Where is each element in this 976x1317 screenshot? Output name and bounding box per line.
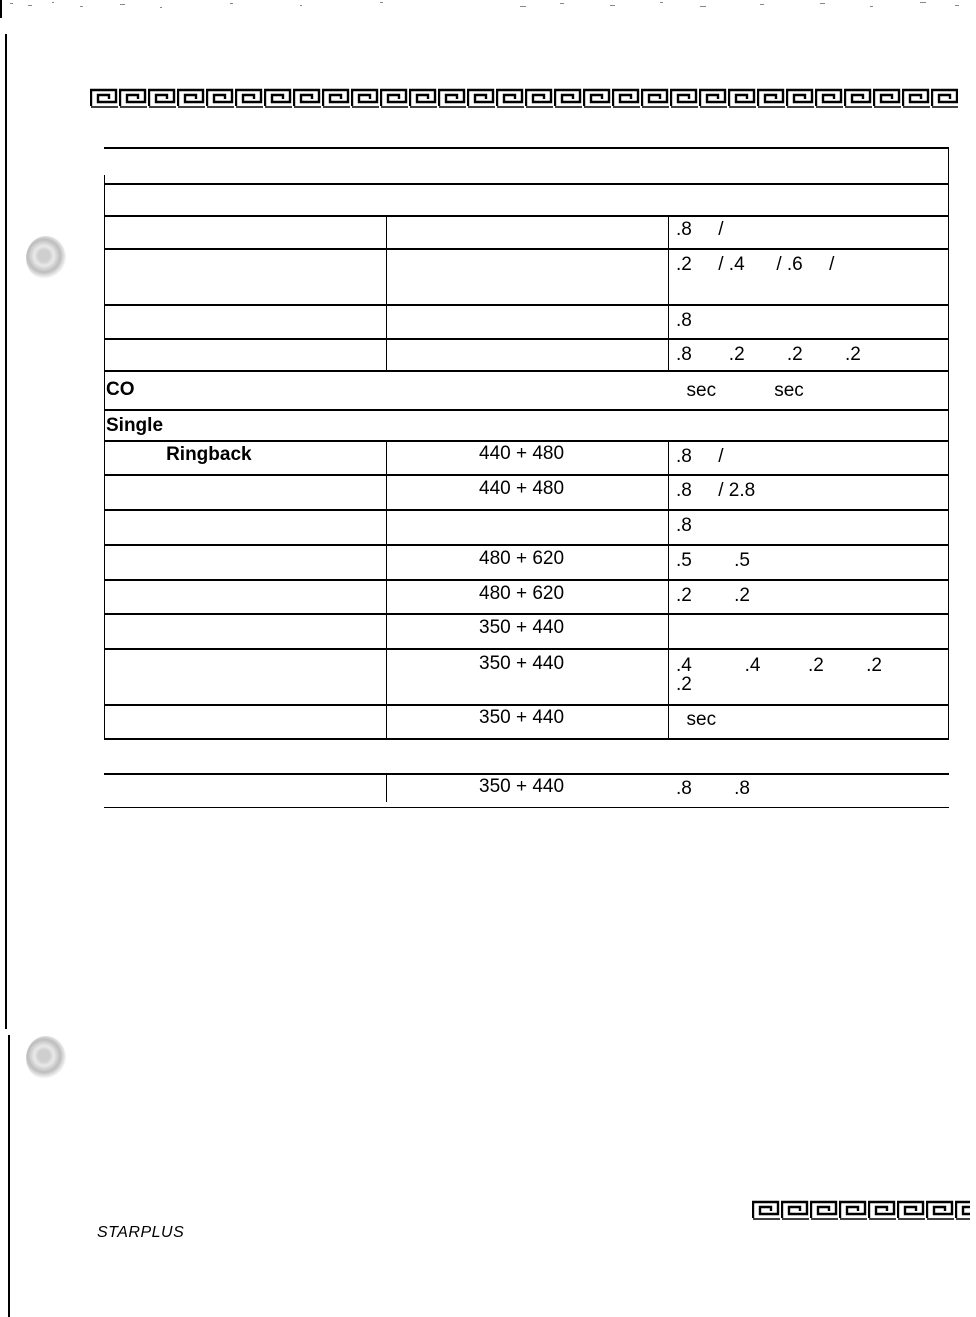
table-right-border-top — [948, 148, 949, 184]
table2-bottom-rule — [104, 807, 949, 808]
row-rule — [104, 370, 949, 372]
table-left-border — [104, 184, 105, 740]
table2-top-rule — [104, 773, 949, 775]
timing-cell: .2 — [676, 674, 692, 695]
column-divider-2 — [668, 215, 669, 370]
timing-cell: .8 .8 — [676, 778, 750, 799]
row-rule — [104, 579, 949, 581]
timing-cell: .8 / — [676, 219, 724, 240]
row-rule — [104, 215, 949, 217]
timing-cell: .8 / 2.8 — [676, 480, 756, 501]
column-divider-1b — [386, 441, 387, 739]
row-rule — [104, 248, 949, 250]
greek-key-border-bottom — [752, 1200, 970, 1220]
timing-cell: sec sec — [676, 380, 804, 401]
row-rule — [104, 409, 949, 411]
row-rule — [104, 509, 949, 511]
row-rule — [104, 474, 949, 476]
timing-cell: sec — [676, 709, 717, 730]
frequency-cell: 350 + 440 — [479, 776, 565, 797]
left-margin-line — [5, 34, 7, 1029]
timing-cell: .2 .2 — [676, 585, 750, 606]
footer-brand: STARPLUS — [97, 1224, 185, 1241]
column-divider-2b — [668, 441, 669, 739]
row-rule — [104, 338, 949, 340]
row-label-ringback: Ringback — [108, 444, 252, 465]
frequency-cell: 480 + 620 — [479, 583, 565, 604]
column-divider-1 — [386, 215, 387, 370]
timing-cell: .8 — [676, 310, 692, 331]
row-rule — [104, 304, 949, 306]
row-rule — [104, 544, 949, 546]
row-label-single: Single — [106, 415, 164, 436]
timing-cell: .8 / — [676, 446, 724, 467]
timing-cell: .8 — [676, 515, 692, 536]
timing-cell: .5 .5 — [676, 550, 750, 571]
table2-divider — [386, 774, 387, 802]
frequency-cell: 350 + 440 — [479, 617, 565, 638]
punch-hole-upper — [26, 236, 66, 280]
table-top-rule — [104, 147, 949, 149]
timing-cell: .4 .4 .2 .2 — [676, 655, 882, 676]
frequency-cell: 480 + 620 — [479, 548, 565, 569]
left-margin-line-lower — [8, 1035, 10, 1317]
table-right-border — [948, 184, 949, 740]
row-rule — [104, 440, 949, 442]
timing-cell: .2 / .4 / .6 / — [676, 254, 835, 275]
row-rule — [104, 704, 949, 706]
punch-hole-lower — [26, 1036, 66, 1080]
table-bottom-rule — [104, 738, 949, 740]
frequency-cell: 350 + 440 — [479, 707, 565, 728]
greek-key-border-top — [90, 88, 958, 108]
frequency-cell: 440 + 480 — [479, 443, 565, 464]
scan-speckle-top — [0, 0, 976, 12]
timing-cell: .8 .2 .2 .2 — [676, 344, 861, 365]
row-rule — [104, 613, 949, 615]
row-label-co: CO — [106, 379, 135, 400]
frequency-cell: 350 + 440 — [479, 653, 565, 674]
frequency-cell: 440 + 480 — [479, 478, 565, 499]
row-rule — [104, 648, 949, 650]
header-bottom-rule — [104, 183, 949, 185]
